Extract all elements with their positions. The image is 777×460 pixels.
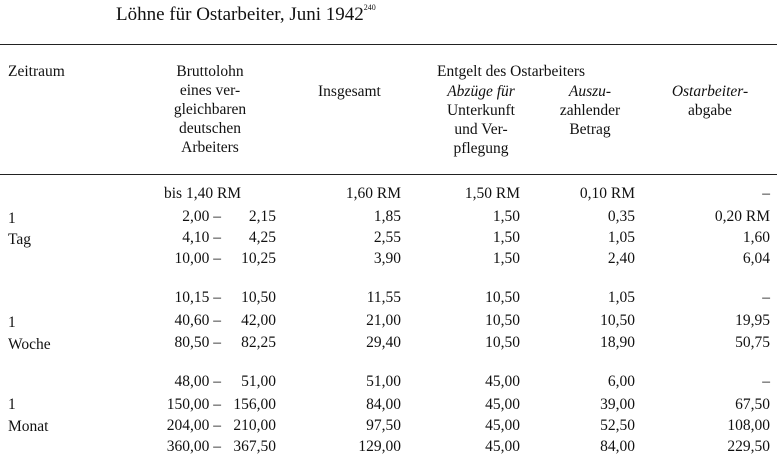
header-bruttolohn-line: gleichbaren [173,101,247,118]
table-title-text: Löhne für Ostarbeiter, Juni 1942 [116,4,364,25]
period-num-tag: 1 [8,210,16,227]
header-zeitraum: Zeitraum [8,63,65,80]
abgabe-cell: 108,00 [727,417,770,434]
header-abgabe-line: abgabe [688,102,732,119]
table-title [116,4,376,26]
auszuzahlen-cell: 18,90 [600,334,635,351]
abzuege-cell: 10,50 [485,289,520,306]
insgesamt-cell: 84,00 [366,396,401,413]
bruttolohn-to-cell: 10,25 [241,250,276,267]
bruttolohn-from-cell: 48,00 – [174,373,221,390]
auszuzahlen-cell: 1,05 [607,229,635,246]
abgabe-cell: 67,50 [735,396,770,413]
header-abzuege-line: Unterkunft [446,102,515,119]
header-abgabe-line: Ostarbeiter- [671,83,749,100]
period-num-woche: 1 [8,314,16,331]
bruttolohn-to-cell: 10,50 [241,289,276,306]
header-abgabe [652,82,768,120]
auszuzahlen-cell: 52,50 [600,417,635,434]
period-unit-woche: Woche [8,336,51,353]
header-bruttolohn [150,62,270,157]
abzuege-cell: 10,50 [485,312,520,329]
bruttolohn-to-cell: 51,00 [241,373,276,390]
insgesamt-cell: 3,90 [373,250,401,267]
bruttolohn-to-cell: 4,25 [248,229,276,246]
abgabe-cell: – [762,185,770,202]
abzuege-cell: 45,00 [485,373,520,390]
insgesamt-cell: 97,50 [366,417,401,434]
top-rule [0,44,777,45]
abzuege-cell: 1,50 [492,229,520,246]
bruttolohn-from-cell: 360,00 – [166,438,221,455]
bruttolohn-from-cell: 150,00 – [166,396,221,413]
footnote-ref: 240 [363,2,376,12]
bruttolohn-to-cell: 2,15 [248,208,276,225]
header-auszuzahlen-line: Betrag [569,121,611,138]
abgabe-cell: 50,75 [735,334,770,351]
abzuege-cell: 1,50 [492,208,520,225]
insgesamt-cell: 11,55 [366,289,401,306]
insgesamt-cell: 1,60 RM [345,185,401,202]
abgabe-cell: 1,60 [742,229,770,246]
bruttolohn-to-cell: 156,00 [233,396,276,413]
auszuzahlen-cell: 0,10 RM [579,185,635,202]
header-rule [0,174,777,175]
auszuzahlen-cell: 0,35 [607,208,635,225]
bruttolohn-from-cell: 80,50 – [174,334,221,351]
header-auszuzahlen [540,82,640,139]
abzuege-cell: 10,50 [485,334,520,351]
header-abzuege-line: pflegung [453,140,509,157]
header-abzuege-line: und Ver- [454,121,508,138]
bruttolohn-from-cell: 10,15 – [174,289,221,306]
bruttolohn-to-cell: 42,00 [241,312,276,329]
abzuege-cell: 45,00 [485,438,520,455]
abzuege-cell: 1,50 [492,250,520,267]
bruttolohn-from-cell: bis 1,40 RM [164,185,242,202]
header-entgelt: Entgelt des Ostarbeiters [437,63,586,80]
header-abzuege-line: Abzüge für [447,83,515,100]
insgesamt-cell: 2,55 [373,229,401,246]
abgabe-cell: 0,20 RM [714,208,770,225]
bruttolohn-to-cell: 210,00 [233,417,276,434]
bruttolohn-to-cell: 82,25 [241,334,276,351]
insgesamt-cell: 129,00 [358,438,401,455]
bruttolohn-from-cell: 10,00 – [174,250,221,267]
period-unit-monat: Monat [8,418,49,435]
insgesamt-cell: 51,00 [366,373,401,390]
bruttolohn-from-cell: 204,00 – [166,417,221,434]
auszuzahlen-cell: 84,00 [600,438,635,455]
header-bruttolohn-line: Bruttolohn [176,63,244,80]
abzuege-cell: 45,00 [485,396,520,413]
auszuzahlen-cell: 6,00 [607,373,635,390]
auszuzahlen-cell: 1,05 [607,289,635,306]
bruttolohn-from-cell: 40,60 – [174,312,221,329]
abzuege-cell: 45,00 [485,417,520,434]
insgesamt-cell: 1,85 [373,208,401,225]
abgabe-cell: 19,95 [735,312,770,329]
auszuzahlen-cell: 39,00 [600,396,635,413]
abgabe-cell: – [762,289,770,306]
auszuzahlen-cell: 2,40 [607,250,635,267]
bruttolohn-from-cell: 2,00 – [182,208,221,225]
header-auszuzahlen-line: zahlender [559,102,621,119]
abgabe-cell: – [762,373,770,390]
period-unit-tag: Tag [8,231,32,248]
abgabe-cell: 229,50 [727,438,770,455]
insgesamt-cell: 29,40 [366,334,401,351]
header-bruttolohn-line: Arbeiters [181,139,239,156]
header-bruttolohn-line: deutschen [179,120,241,137]
bruttolohn-to-cell: 367,50 [233,438,276,455]
header-bruttolohn-line: eines ver- [179,82,241,99]
period-num-monat: 1 [8,396,16,413]
auszuzahlen-cell: 10,50 [600,312,635,329]
abzuege-cell: 1,50 RM [464,185,520,202]
bruttolohn-from-cell: 4,10 – [182,229,221,246]
header-auszuzahlen-line: Auszu- [568,83,612,100]
header-abzuege [428,82,534,158]
insgesamt-cell: 21,00 [366,312,401,329]
header-insgesamt: Insgesamt [318,83,381,100]
abgabe-cell: 6,04 [742,250,770,267]
